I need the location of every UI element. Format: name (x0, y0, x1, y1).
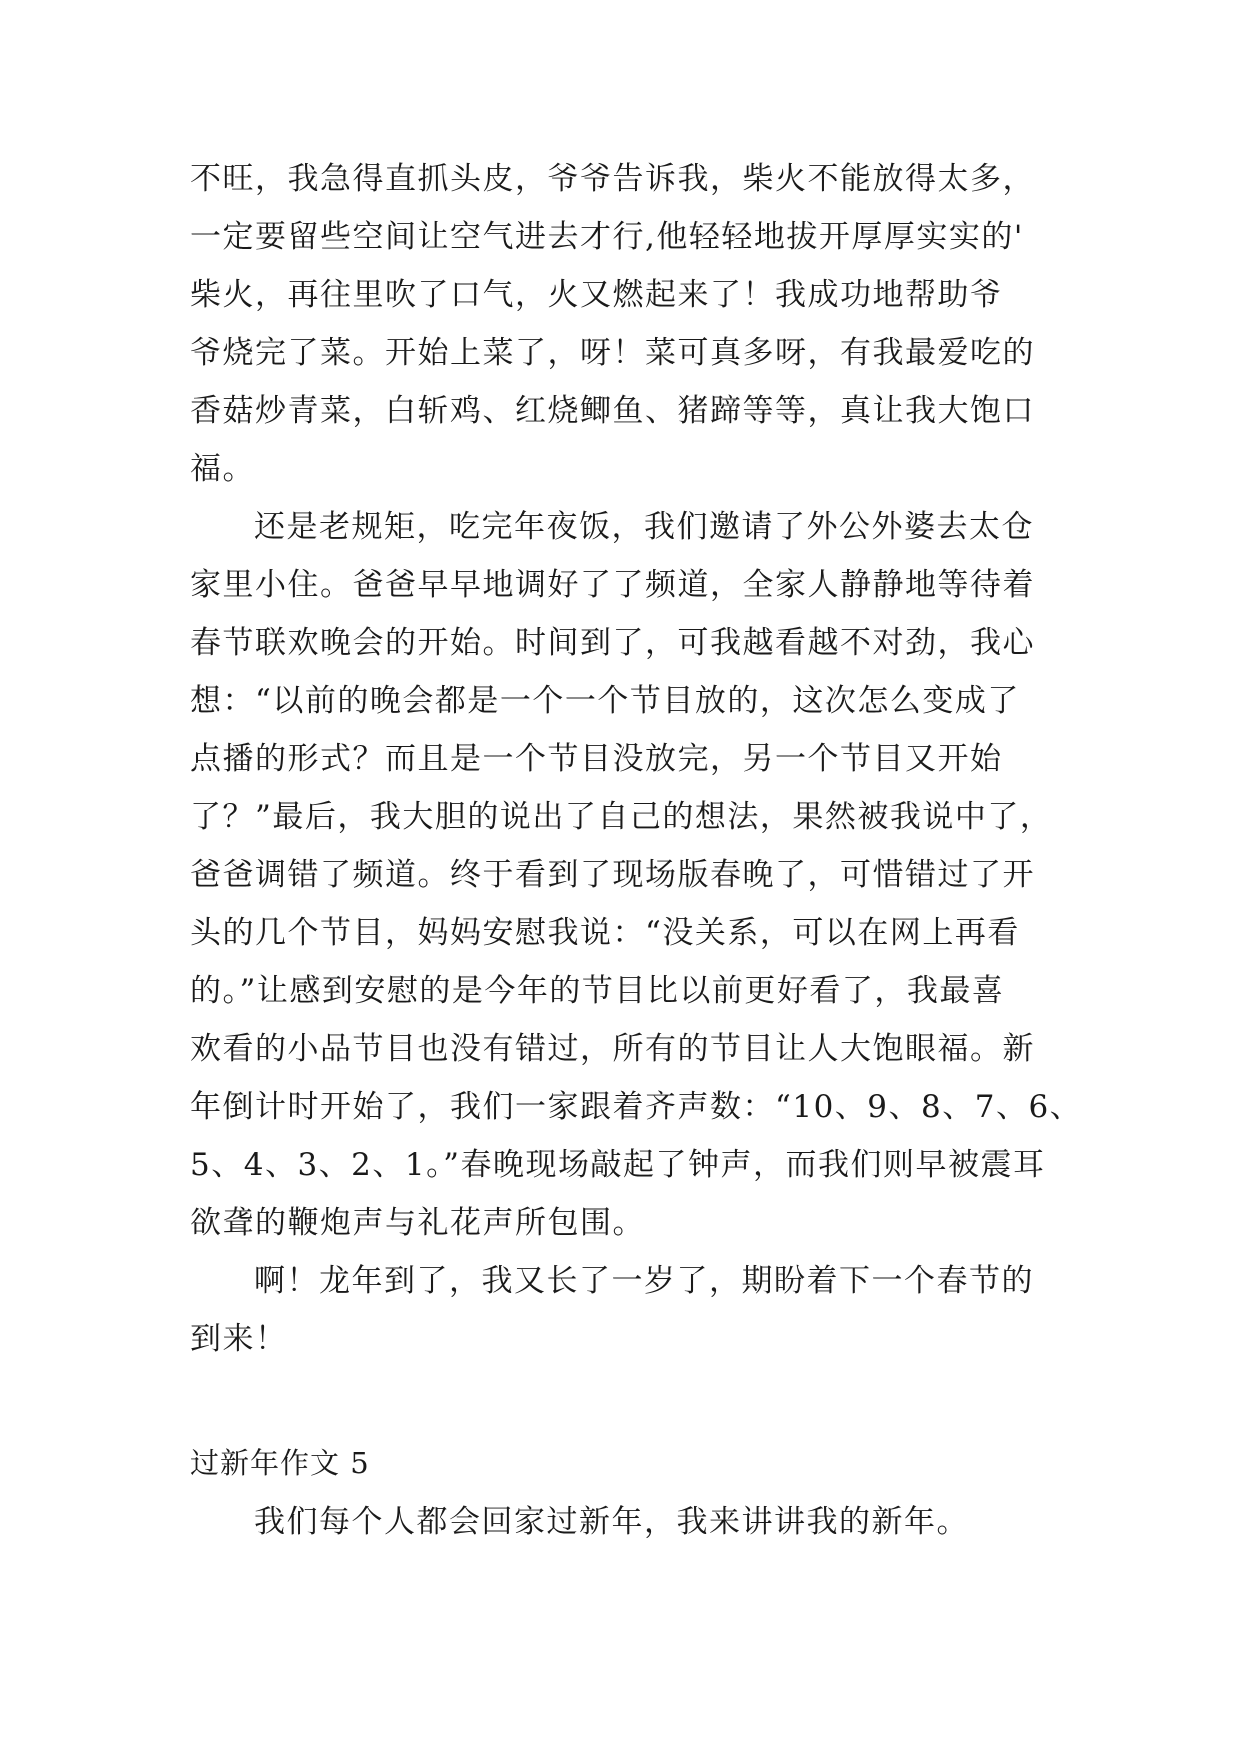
paragraph-line: 一定要留些空间让空气进去才行,他轻轻地拔开厚厚实实的' (190, 219, 1024, 255)
paragraph-2 (190, 498, 1083, 1252)
paragraph-line: 柴火，再往里吹了口气，火又燃起来了！我成功地帮助爷 (190, 277, 1003, 313)
paragraph-line: 家里小住。爸爸早早地调好了了频道，全家人静静地等待着 (190, 567, 1035, 603)
paragraph-line: 爸爸调错了频道。终于看到了现场版春晚了，可惜错过了开 (190, 857, 1035, 893)
paragraph-line: 还是老规矩，吃完年夜饭，我们邀请了外公外婆去太仓 (254, 509, 1034, 545)
paragraph-line: 啊！龙年到了，我又长了一岁了，期盼着下一个春节的 (254, 1263, 1034, 1299)
paragraph-1 (190, 150, 1070, 498)
paragraph-line: 香菇炒青菜，白斩鸡、红烧鲫鱼、猪蹄等等，真让我大饱口 (190, 393, 1035, 429)
paragraph-line: 欲聋的鞭炮声与礼花声所包围。 (190, 1205, 645, 1241)
paragraph-4 (190, 1493, 1070, 1551)
paragraph-line: 爷烧完了菜。开始上菜了，呀！菜可真多呀，有我最爱吃的 (190, 335, 1035, 371)
paragraph-line: 想：“以前的晚会都是一个一个节目放的，这次怎么变成了 (190, 683, 1020, 719)
paragraph-line: 不旺，我急得直抓头皮，爷爷告诉我，柴火不能放得太多， (190, 161, 1035, 197)
paragraph-line: 5、4、3、2、1。”春晚现场敲起了钟声，而我们则早被震耳 (190, 1147, 1046, 1183)
paragraph-3 (190, 1252, 1070, 1368)
paragraph-line: 春节联欢晚会的开始。时间到了，可我越看越不对劲，我心 (190, 625, 1035, 661)
paragraph-line: 的。”让感到安慰的是今年的节目比以前更好看了，我最喜 (190, 973, 1005, 1009)
paragraph-line: 年倒计时开始了，我们一家跟着齐声数：“10、9、8、7、6、 (190, 1089, 1083, 1125)
paragraph-line: 福。 (190, 451, 255, 487)
paragraph-line: 到来！ (190, 1321, 288, 1357)
paragraph-line: 了？”最后，我大胆的说出了自己的想法，果然被我说中了， (190, 799, 1053, 835)
paragraph-line: 头的几个节目，妈妈安慰我说：“没关系，可以在网上再看 (190, 915, 1020, 951)
paragraph-line: 点播的形式？而且是一个节目没放完，另一个节目又开始 (190, 741, 1003, 777)
paragraph-line: 我们每个人都会回家过新年，我来讲讲我的新年。 (254, 1504, 969, 1540)
section-heading: 过新年作文 5 (190, 1446, 370, 1480)
paragraph-line: 欢看的小品节目也没有错过，所有的节目让人大饱眼福。新 (190, 1031, 1035, 1067)
